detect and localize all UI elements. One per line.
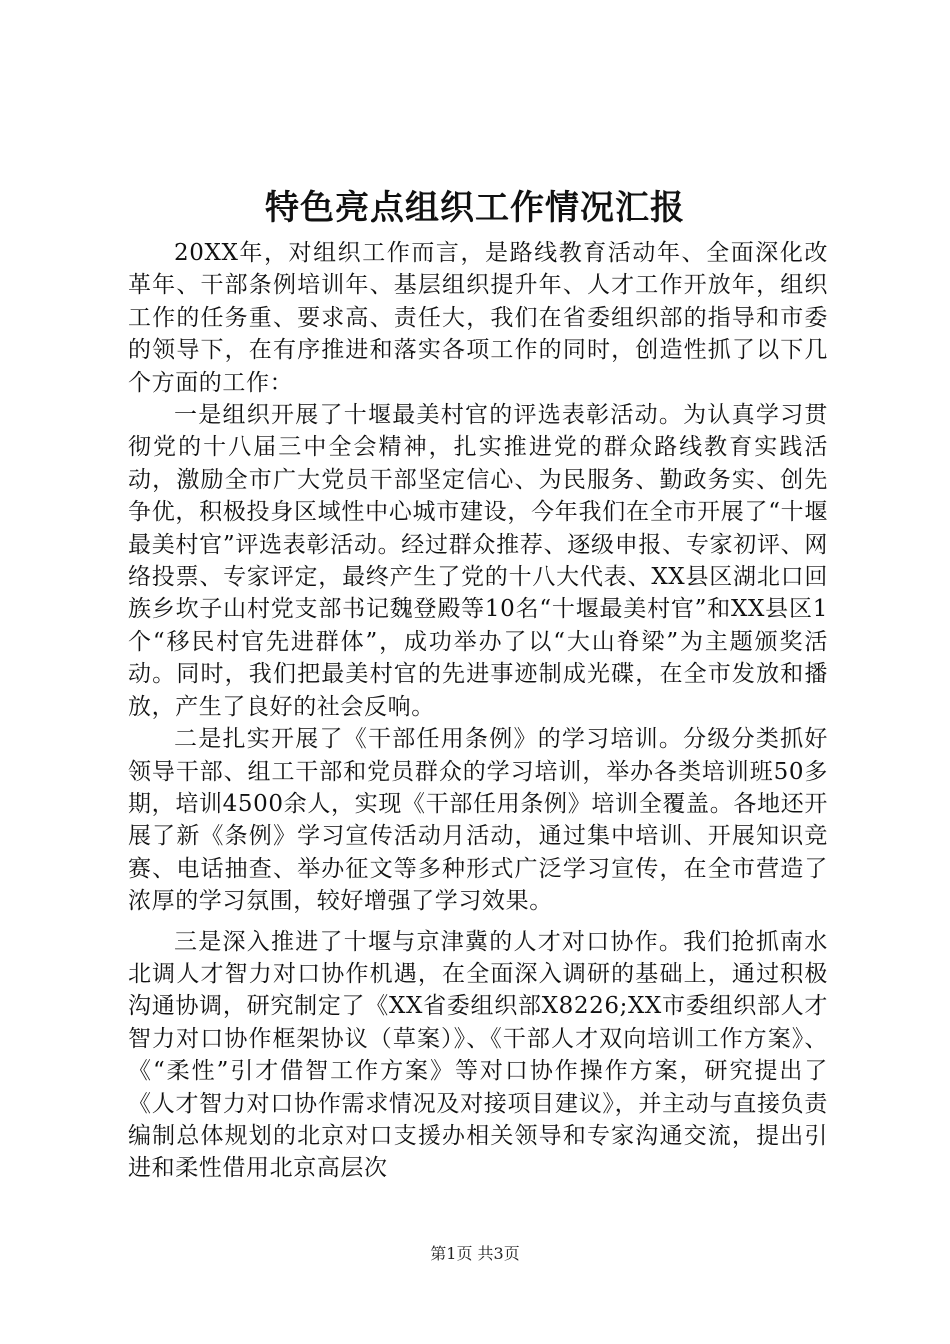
paragraph-section-3: 三是深入推进了十堰与京津冀的人才对口协作。我们抢抓南水北调人才智力对口协作机遇，在全面深入调研的基础上，通过积极沟通协调，研究制定了《XX省委组织部X8226;XX市委组织部人才智力对口协作框架协议（草案）》、《干部人才双向培训工作方案》、《“柔性”引才借智工作方案》等对口协作操作方案，研究提出了《人才智力对口协作需求情况及对接项目建议》，并主动与直接负责编制总体规划的北京对口支援办相关领导和专家沟通交流，提出引进和柔性借用北京高层次 — [128, 928, 828, 1182]
document-body — [128, 237, 828, 1185]
document-title: 特色亮点组织工作情况汇报 — [265, 188, 685, 228]
paragraph-section-2: 二是扎实开展了《干部任用条例》的学习培训。分级分类抓好领导干部、组工干部和党员群众的学习培训，举办各类培训班50多期，培训4500余人，实现《干部任用条例》培训全覆盖。各地还开展了新《条例》学习宣传活动月活动，通过集中培训、开展知识竞赛、电话抽查、举办征文等多种形式广泛学习宣传，在全市营造了浓厚的学习氛围，较好增强了学习效果。 — [128, 726, 828, 915]
paragraph-intro: 20XX年，对组织工作而言，是路线教育活动年、全面深化改革年、干部条例培训年、基层组织提升年、人才工作开放年，组织工作的任务重、要求高、责任大，我们在省委组织部的指导和市委的领导下，在有序推进和落实各项工作的同时，创造性抓了以下几个方面的工作： — [128, 240, 828, 396]
paragraph-section-1: 一是组织开展了十堰最美村官的评选表彰活动。为认真学习贯彻党的十八届三中全会精神，扎实推进党的群众路线教育实践活动，激励全市广大党员干部坚定信心、为民服务、勤政务实、创先争优，积极投身区域性中心城市建设，今年我们在全市开展了“十堰最美村官”评选表彰活动。经过群众推荐、逐级申报、专家初评、网络投票、专家评定，最终产生了党的十八大代表、XX县区湖北口回族乡坎子山村党支部书记魏登殿等10名“十堰最美村官”和XX县区1个“移民村官先进群体”，成功举办了以“大山脊梁”为主题颁奖活动。同时，我们把最美村官的先进事迹制成光碟，在全市发放和播放，产生了良好的社会反响。 — [128, 402, 828, 720]
page-number-footer: 第1页 共3页 — [430, 1244, 520, 1263]
